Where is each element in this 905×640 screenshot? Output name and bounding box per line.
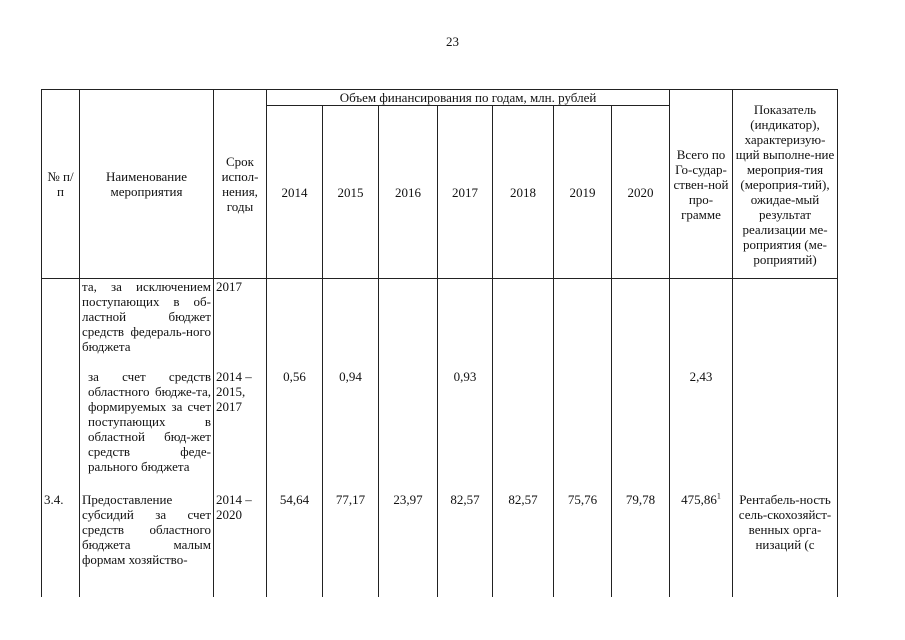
row-total — [670, 492, 733, 597]
header-year: 2020 — [612, 106, 670, 279]
row-total-value: 475,86 — [681, 491, 717, 507]
row-value — [379, 279, 438, 369]
row-value: 82,57 — [493, 492, 554, 597]
footnote-marker: 1 — [716, 491, 721, 501]
header-funding-group: Объем финансирования по годам, млн. рублей — [267, 90, 670, 106]
row-value — [554, 279, 612, 369]
header-year: 2016 — [379, 106, 438, 279]
header-year: 2014 — [267, 106, 323, 279]
row-value — [493, 369, 554, 492]
header-term: Срок испол-нения, годы — [214, 90, 267, 279]
table-row — [42, 279, 838, 369]
row-value: 75,76 — [554, 492, 612, 597]
row-name: Предоставление субсидий за счет средств областного бюджета малым формам хозяйство- — [80, 492, 214, 597]
header-indicator: Показатель (индикатор), характеризую-щий выполне-ние мероприя-тия (мероприя-тий), ожидае-мый результат реализации ме-роприятия (ме-роприятий) — [733, 90, 838, 279]
row-num — [42, 279, 80, 369]
row-value — [438, 279, 493, 369]
row-term: 2014 – 2015, 2017 — [214, 369, 267, 492]
row-value — [493, 279, 554, 369]
table-row — [42, 369, 838, 492]
row-value — [379, 369, 438, 492]
table-row — [42, 492, 838, 597]
row-value: 0,94 — [323, 369, 379, 492]
row-term: 2014 – 2020 — [214, 492, 267, 597]
row-value — [554, 369, 612, 492]
row-value — [267, 279, 323, 369]
header-total: Всего по Го-судар-ствен-ной про-грамме — [670, 90, 733, 279]
row-value — [612, 279, 670, 369]
row-value: 23,97 — [379, 492, 438, 597]
header-year: 2017 — [438, 106, 493, 279]
row-indicator: Рентабель-ность сель-скохозяйст-венных орга-низаций (с — [733, 492, 838, 597]
row-value: 82,57 — [438, 492, 493, 597]
page-number: 23 — [446, 34, 459, 49]
row-name: та, за исключением поступающих в об-ластной бюджет средств федераль-ного бюджета — [80, 279, 214, 369]
row-value: 0,56 — [267, 369, 323, 492]
row-value — [323, 279, 379, 369]
row-value: 79,78 — [612, 492, 670, 597]
header-name: Наименование мероприятия — [80, 90, 214, 279]
row-indicator — [733, 279, 838, 369]
row-indicator — [733, 369, 838, 492]
header-year: 2019 — [554, 106, 612, 279]
row-num — [42, 369, 80, 492]
row-term: 2017 — [214, 279, 267, 369]
row-value: 54,64 — [267, 492, 323, 597]
row-num: 3.4. — [42, 492, 80, 597]
row-value: 77,17 — [323, 492, 379, 597]
financing-table — [41, 89, 838, 597]
row-name: за счет средств областного бюдже-та, формируемых за счет поступающих в областной бюд-жет средств феде-рального бюджета — [80, 369, 214, 492]
row-value: 0,93 — [438, 369, 493, 492]
row-total — [670, 279, 733, 369]
row-value — [612, 369, 670, 492]
header-num: № п/п — [42, 90, 80, 279]
header-year: 2018 — [493, 106, 554, 279]
header-year: 2015 — [323, 106, 379, 279]
row-total: 2,43 — [670, 369, 733, 492]
